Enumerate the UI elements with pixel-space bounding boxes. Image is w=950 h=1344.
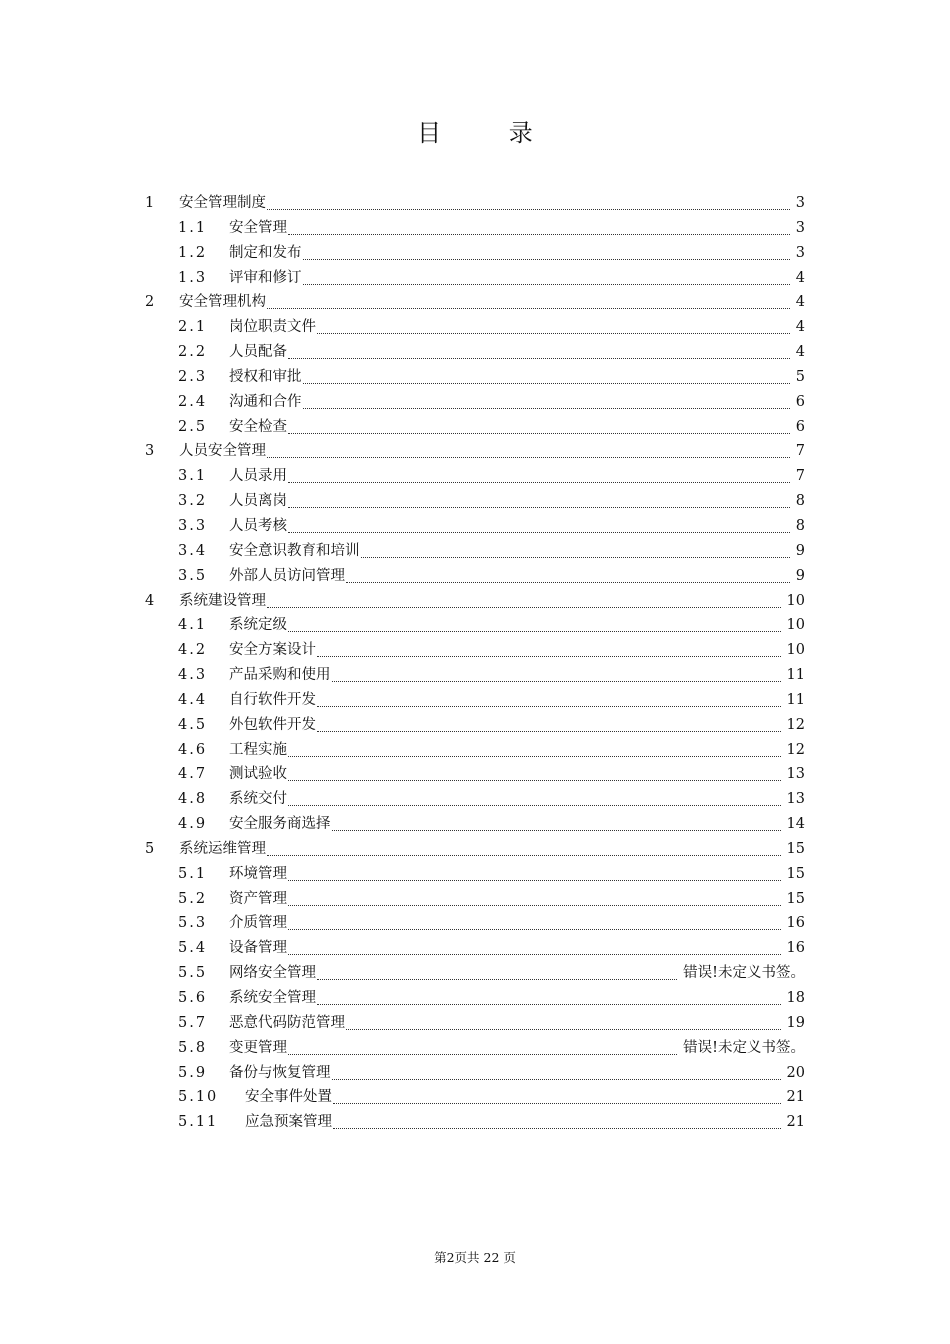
toc-dot-leader (333, 1127, 781, 1129)
toc-entry-number: 5.9 (178, 1064, 208, 1081)
toc-entry-title: 恶意代码防范管理 (229, 1011, 346, 1036)
toc-entry-page: 6 (792, 415, 805, 440)
toc-entry-number: 5.4 (178, 940, 208, 957)
toc-entry-title: 环境管理 (229, 862, 288, 887)
toc-dot-leader (317, 1003, 781, 1005)
toc-entry[interactable] (0, 315, 950, 340)
toc-entry-page: 21 (783, 1110, 805, 1135)
toc-entry-number: 2.1 (178, 319, 208, 336)
toc-dot-leader (288, 481, 790, 483)
toc-dot-leader (346, 581, 790, 583)
toc-dot-leader (288, 630, 781, 632)
toc-entry-title: 网络安全管理 (229, 961, 317, 986)
toc-entry-title: 人员安全管理 (179, 439, 267, 464)
toc-entry-page: 4 (792, 266, 805, 291)
toc-entry-title: 测试验收 (229, 762, 288, 787)
toc-entry-page: 3 (792, 191, 805, 216)
toc-dot-leader (267, 208, 790, 210)
toc-entry-page: 15 (783, 837, 805, 862)
toc-entry[interactable] (0, 613, 950, 638)
toc-dot-leader (303, 283, 790, 285)
toc-dot-leader (332, 680, 781, 682)
toc-entry-number: 5.3 (178, 915, 208, 932)
toc-entry[interactable] (0, 986, 950, 1011)
toc-entry[interactable] (0, 539, 950, 564)
toc-entry-title: 介质管理 (229, 911, 288, 936)
toc-entry[interactable] (0, 1061, 950, 1086)
toc-entry[interactable] (0, 713, 950, 738)
toc-entry-number: 5.2 (178, 890, 208, 907)
toc-entry-page: 5 (792, 365, 805, 390)
toc-dot-leader (288, 953, 781, 955)
toc-entry-title: 应急预案管理 (245, 1110, 333, 1135)
toc-entry-number: 1.3 (178, 269, 208, 286)
toc-entry[interactable] (0, 936, 950, 961)
table-of-contents (0, 191, 950, 1135)
toc-entry[interactable] (0, 738, 950, 763)
toc-entry-number: 4.3 (178, 667, 208, 684)
toc-entry-page: 10 (783, 613, 805, 638)
toc-entry-title: 备份与恢复管理 (229, 1061, 332, 1086)
toc-entry-number: 5.10 (178, 1089, 219, 1106)
toc-entry[interactable] (0, 862, 950, 887)
toc-entry-title: 系统安全管理 (229, 986, 317, 1011)
toc-entry-page: 8 (792, 489, 805, 514)
toc-entry-page: 18 (783, 986, 805, 1011)
toc-entry-number: 4 (145, 592, 155, 609)
toc-entry-number: 4.7 (178, 766, 208, 783)
toc-entry-title: 人员考核 (229, 514, 288, 539)
toc-entry-title: 人员录用 (229, 464, 288, 489)
toc-dot-leader (288, 432, 790, 434)
toc-entry-title: 安全管理制度 (179, 191, 267, 216)
toc-entry-title: 产品采购和使用 (229, 663, 332, 688)
toc-entry[interactable] (0, 489, 950, 514)
toc-dot-leader (317, 655, 781, 657)
toc-dot-leader (288, 928, 781, 930)
toc-entry[interactable] (0, 564, 950, 589)
toc-entry-page: 10 (783, 589, 805, 614)
toc-entry-number: 4.2 (178, 642, 208, 659)
toc-entry-title: 安全管理机构 (179, 290, 267, 315)
toc-entry[interactable] (0, 887, 950, 912)
toc-dot-leader (317, 978, 677, 980)
toc-entry[interactable] (0, 390, 950, 415)
toc-entry-number: 3.1 (178, 468, 208, 485)
toc-entry-title: 外部人员访问管理 (229, 564, 346, 589)
toc-entry-number: 4.6 (178, 741, 208, 758)
toc-entry-title: 安全管理 (229, 216, 288, 241)
toc-entry-title: 外包软件开发 (229, 713, 317, 738)
toc-entry-number: 3.5 (178, 567, 208, 584)
toc-entry-number: 2.5 (178, 418, 208, 435)
toc-entry[interactable] (0, 663, 950, 688)
toc-entry-number: 5.11 (178, 1114, 219, 1131)
toc-dot-leader (288, 904, 781, 906)
toc-dot-leader (267, 456, 790, 458)
toc-dot-leader (267, 307, 790, 309)
toc-entry[interactable] (0, 216, 950, 241)
toc-entry-page: 14 (783, 812, 805, 837)
toc-entry-number: 4.9 (178, 816, 208, 833)
toc-entry-number: 1.2 (178, 244, 208, 261)
toc-dot-leader (267, 606, 781, 608)
toc-entry-title: 安全事件处置 (245, 1085, 333, 1110)
toc-entry-title: 变更管理 (229, 1036, 288, 1061)
toc-entry-title: 安全服务商选择 (229, 812, 332, 837)
toc-entry-page: 8 (792, 514, 805, 539)
toc-entry-title: 评审和修订 (229, 266, 303, 291)
toc-entry-title: 系统定级 (229, 613, 288, 638)
toc-entry-page: 7 (792, 464, 805, 489)
toc-entry-number: 3.2 (178, 493, 208, 510)
toc-entry-title: 系统运维管理 (179, 837, 267, 862)
toc-dot-leader (288, 755, 781, 757)
toc-entry-title: 授权和审批 (229, 365, 303, 390)
toc-dot-leader (317, 332, 790, 334)
toc-entry-title: 系统交付 (229, 787, 288, 812)
toc-entry-title: 安全方案设计 (229, 638, 317, 663)
toc-entry-number: 4.8 (178, 791, 208, 808)
toc-entry[interactable] (0, 837, 950, 862)
toc-dot-leader (361, 556, 790, 558)
toc-entry[interactable] (0, 688, 950, 713)
toc-entry[interactable] (0, 1110, 950, 1135)
toc-entry-number: 2.4 (178, 393, 208, 410)
toc-entry-number: 2.3 (178, 368, 208, 385)
toc-entry-page: 21 (783, 1085, 805, 1110)
toc-entry-page: 12 (783, 713, 805, 738)
toc-entry-page: 20 (783, 1061, 805, 1086)
toc-dot-leader (332, 829, 781, 831)
toc-entry-number: 3 (145, 443, 155, 460)
toc-dot-leader (303, 407, 790, 409)
toc-entry-page: 15 (783, 887, 805, 912)
toc-entry-page: 12 (783, 738, 805, 763)
toc-entry[interactable] (0, 638, 950, 663)
toc-entry-page: 11 (783, 688, 805, 713)
toc-entry-number: 3.4 (178, 542, 208, 559)
toc-entry-title: 工程实施 (229, 738, 288, 763)
toc-entry-page: 3 (792, 241, 805, 266)
toc-entry-title: 安全意识教育和培训 (229, 539, 361, 564)
toc-entry[interactable] (0, 911, 950, 936)
toc-entry-title: 自行软件开发 (229, 688, 317, 713)
toc-entry-number: 4.5 (178, 716, 208, 733)
toc-entry-title: 资产管理 (229, 887, 288, 912)
toc-entry-page: 11 (783, 663, 805, 688)
toc-entry[interactable] (0, 787, 950, 812)
page-footer: 第2页共 22 页 (434, 1250, 516, 1265)
toc-entry-number: 4.4 (178, 691, 208, 708)
toc-entry[interactable] (0, 415, 950, 440)
toc-dot-leader (288, 357, 790, 359)
toc-dot-leader (303, 382, 790, 384)
toc-entry[interactable] (0, 340, 950, 365)
toc-entry[interactable] (0, 290, 950, 315)
toc-dot-leader (288, 1053, 677, 1055)
toc-entry[interactable] (0, 439, 950, 464)
toc-entry-title: 人员离岗 (229, 489, 288, 514)
toc-entry-number: 5.6 (178, 990, 208, 1006)
toc-entry-title: 制定和发布 (229, 241, 303, 266)
toc-dot-leader (288, 233, 790, 235)
toc-entry[interactable] (0, 191, 950, 216)
toc-entry-page: 13 (783, 762, 805, 787)
toc-entry-number: 2 (145, 294, 155, 311)
toc-entry-title: 系统建设管理 (179, 589, 267, 614)
toc-entry-number: 4.1 (178, 617, 208, 634)
toc-entry-number: 5.7 (178, 1014, 208, 1031)
toc-entry[interactable] (0, 1011, 950, 1036)
toc-entry-number: 5.5 (178, 965, 208, 982)
toc-dot-leader (267, 854, 781, 856)
toc-dot-leader (317, 705, 781, 707)
toc-dot-leader (317, 730, 781, 732)
toc-entry-title: 沟通和合作 (229, 390, 303, 415)
toc-dot-leader (288, 531, 790, 533)
toc-entry-page: 4 (792, 315, 805, 340)
toc-dot-leader (332, 1078, 781, 1080)
toc-entry-page: 16 (783, 911, 805, 936)
toc-dot-leader (346, 1028, 781, 1030)
toc-entry[interactable] (0, 1085, 950, 1110)
toc-entry-page: 7 (792, 439, 805, 464)
toc-entry-number: 5.1 (178, 865, 208, 882)
toc-entry-page: 4 (792, 290, 805, 315)
toc-entry-page: 4 (792, 340, 805, 365)
toc-dot-leader (288, 879, 781, 881)
toc-entry[interactable] (0, 961, 950, 986)
toc-entry-page: 9 (792, 564, 805, 589)
toc-entry-page: 10 (783, 638, 805, 663)
toc-entry-number: 5 (145, 840, 155, 857)
toc-entry-page: 错误!未定义书签。 (679, 1036, 805, 1061)
toc-dot-leader (288, 779, 781, 781)
toc-entry-number: 2.2 (178, 344, 208, 361)
toc-entry-page: 19 (783, 1011, 805, 1036)
toc-entry-title: 设备管理 (229, 936, 288, 961)
toc-entry-title: 岗位职责文件 (229, 315, 317, 340)
page-title: 目 录 (417, 119, 563, 147)
toc-entry-page: 15 (783, 862, 805, 887)
toc-entry[interactable] (0, 1036, 950, 1061)
toc-entry-page: 9 (792, 539, 805, 564)
toc-entry-page: 3 (792, 216, 805, 241)
toc-entry-number: 3.3 (178, 517, 208, 534)
toc-entry[interactable] (0, 266, 950, 291)
toc-entry-number: 1 (145, 195, 155, 211)
toc-entry-page: 错误!未定义书签。 (679, 961, 805, 986)
toc-entry[interactable] (0, 589, 950, 614)
toc-entry-title: 安全检查 (229, 415, 288, 440)
toc-entry-page: 6 (792, 390, 805, 415)
toc-entry-title: 人员配备 (229, 340, 288, 365)
toc-dot-leader (303, 258, 790, 260)
toc-entry[interactable] (0, 464, 950, 489)
toc-entry-number: 1.1 (178, 219, 208, 236)
toc-entry-page: 16 (783, 936, 805, 961)
toc-entry[interactable] (0, 762, 950, 787)
toc-dot-leader (288, 506, 790, 508)
toc-dot-leader (333, 1102, 781, 1104)
toc-entry-page: 13 (783, 787, 805, 812)
toc-entry[interactable] (0, 241, 950, 266)
toc-dot-leader (288, 804, 781, 806)
toc-entry-number: 5.8 (178, 1039, 208, 1056)
toc-entry[interactable] (0, 514, 950, 539)
toc-entry[interactable] (0, 365, 950, 390)
toc-entry[interactable] (0, 812, 950, 837)
